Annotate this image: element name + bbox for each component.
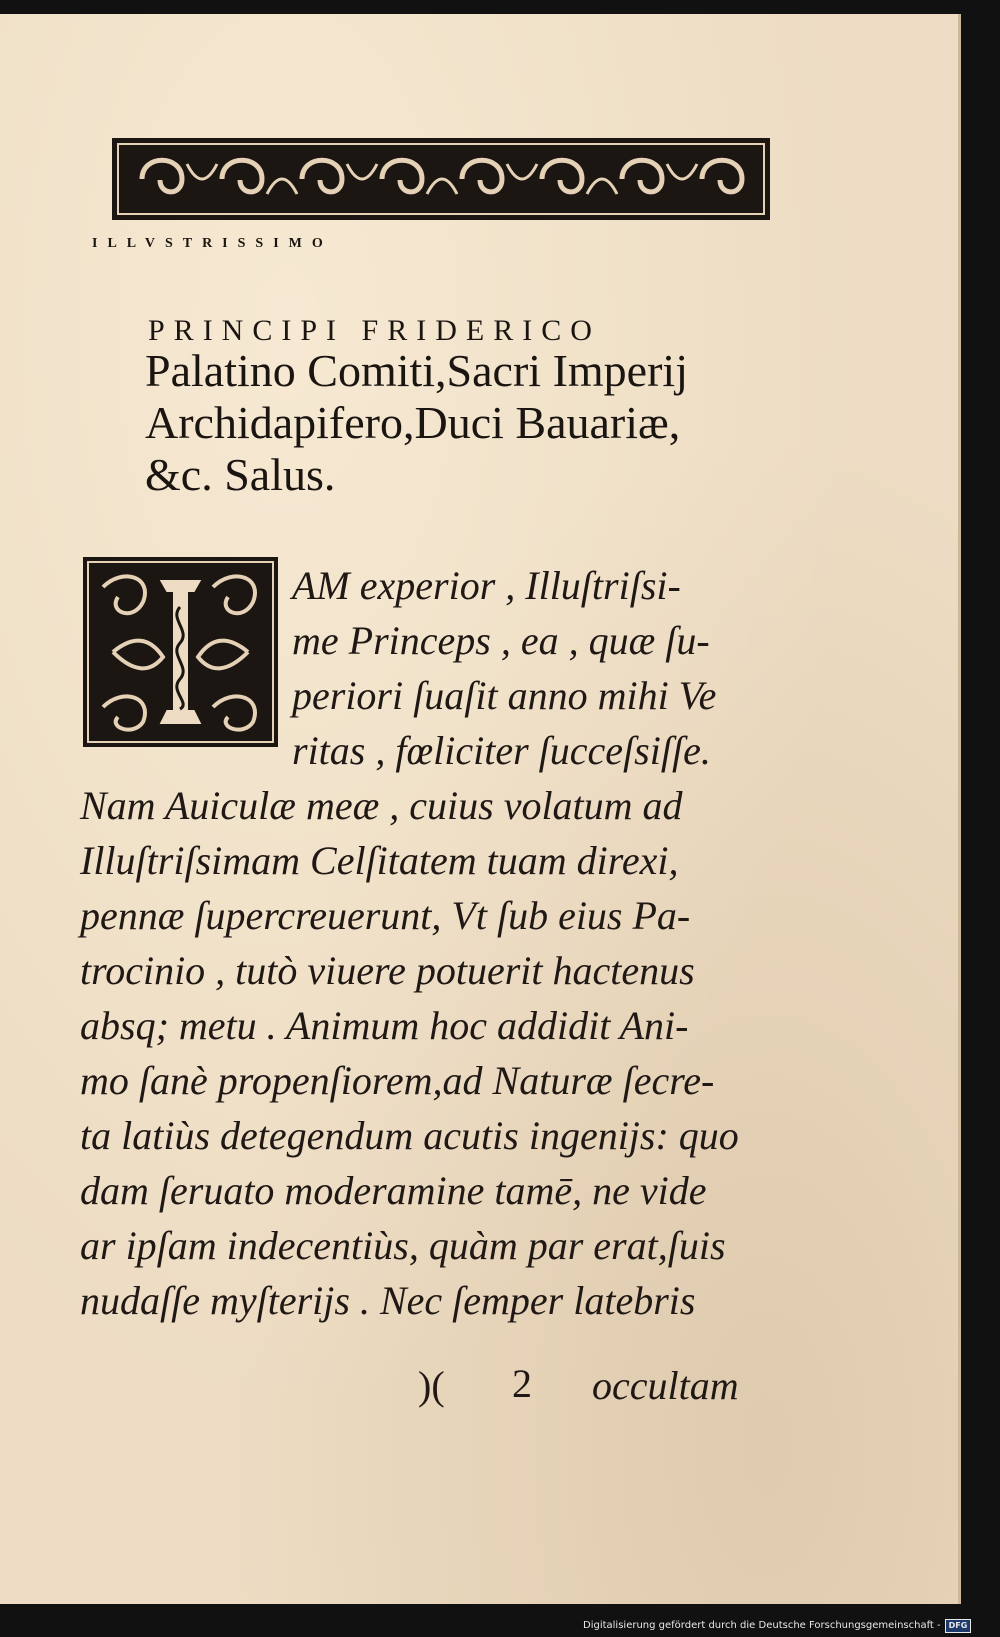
heading-line-4: Archidapifero,Duci Bauariæ, bbox=[145, 397, 681, 448]
body-line-13: ar ipſam indecentiùs, quàm par erat,ſuis bbox=[80, 1223, 726, 1268]
catchword: occultam bbox=[592, 1363, 739, 1408]
heading-line-5: &c. Salus. bbox=[145, 449, 336, 500]
heading-line-1: ILLVSTRISSIMO bbox=[92, 236, 333, 251]
body-line-9: absq; metu . Animum hoc addidit Ani- bbox=[80, 1003, 689, 1048]
book-page bbox=[0, 14, 961, 1604]
ornamental-headpiece bbox=[112, 134, 770, 224]
body-line-10: mo ſanè propenſiorem,ad Naturæ ſecre- bbox=[80, 1058, 715, 1103]
signature-mark: )( bbox=[418, 1363, 445, 1408]
decorated-initial-letter-i bbox=[83, 557, 278, 747]
heading-line-3: Palatino Comiti,Sacri Imperij bbox=[145, 345, 688, 396]
dfg-logo: DFG bbox=[945, 1619, 972, 1633]
body-line-3: periori ſuaſit anno mihi Ve bbox=[292, 673, 717, 718]
body-line-11: ta latiùs detegendum acutis ingenijs: quo bbox=[80, 1113, 739, 1158]
digitization-footer bbox=[583, 1614, 1000, 1637]
footer-text: Digitalisierung gefördert durch die Deutsche Forschungsgemeinschaft - bbox=[583, 1620, 941, 1631]
body-line-1: AM experior , Illuſtriſsi- bbox=[292, 563, 681, 608]
body-line-6: Illuſtriſsimam Celſitatem tuam direxi, bbox=[80, 838, 679, 883]
body-line-4: ritas , fœliciter ſucceſsiſſe. bbox=[292, 728, 711, 773]
body-line-8: trocinio , tutò viuere potuerit hactenus bbox=[80, 948, 695, 993]
body-line-5: Nam Auiculæ meæ , cuius volatum ad bbox=[80, 783, 683, 828]
body-line-2: me Princeps , ea , quæ ſu- bbox=[292, 618, 710, 663]
body-line-12: dam ſeruato moderamine tamē, ne vide bbox=[80, 1168, 707, 1213]
body-line-7: pennæ ſupercreuerunt, Vt ſub eius Pa- bbox=[80, 893, 691, 938]
page-number: 2 bbox=[512, 1361, 532, 1406]
heading-line-2: PRINCIPI FRIDERICO bbox=[148, 314, 601, 347]
body-line-14: nudaſſe myſterijs . Nec ſemper latebris bbox=[80, 1278, 696, 1323]
